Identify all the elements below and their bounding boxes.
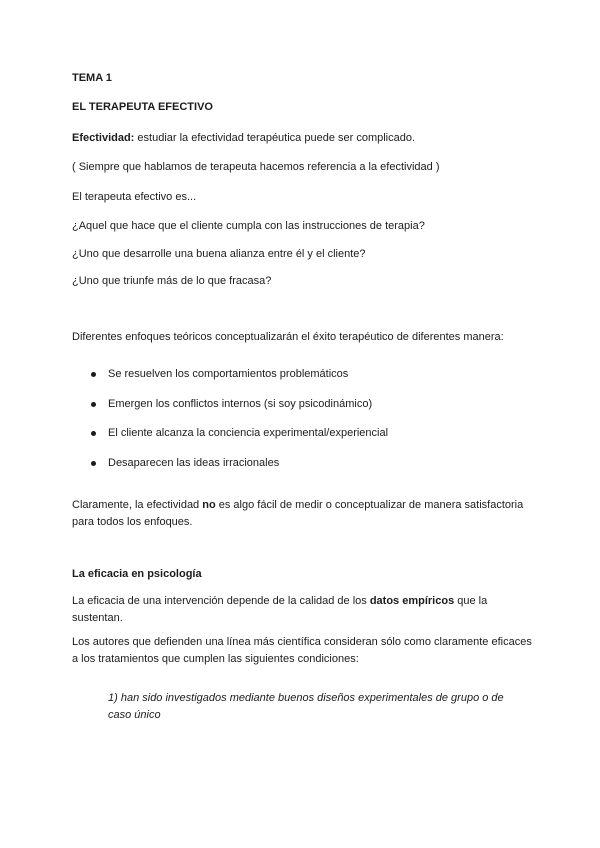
list-item: Desaparecen las ideas irracionales <box>72 455 532 485</box>
list-item: Emergen los conflictos internos (si soy psicodinámico) <box>72 396 532 426</box>
clearly-paragraph: Claramente, la efectividad no es algo fácil de medir o conceptualizar de manera satisfactoria para todos los enfoques. <box>72 499 524 528</box>
emphasis-empirical-data: datos empíricos <box>369 595 455 607</box>
question-3: ¿Uno que triunfe más de lo que fracasa? <box>72 275 272 287</box>
emphasis-no: no <box>202 499 216 511</box>
list-item: El cliente alcanza la conciencia experimental/experiencial <box>72 425 532 455</box>
question-2: ¿Uno que desarrolle una buena alianza entre él y el cliente? <box>72 248 366 260</box>
intro-line: El terapeuta efectivo es... <box>72 191 197 203</box>
effectiveness-paragraph <box>72 130 532 147</box>
list-item: Se resuelven los comportamientos problemáticos <box>72 366 532 396</box>
approaches-paragraph: Diferentes enfoques teóricos conceptualizarán el éxito terapéutico de diferentes manera: <box>72 331 504 343</box>
bullet-icon <box>91 402 96 407</box>
condition-1: 1) han sido investigados mediante buenos diseños experimentales de grupo o de caso único <box>108 692 504 721</box>
bullet-icon <box>91 431 96 436</box>
efficacy-paragraph: La eficacia de una intervención depende de la calidad de los datos empíricos que la sustentan. <box>72 595 488 624</box>
outcomes-list <box>72 366 532 485</box>
topic-heading: TEMA 1 <box>72 72 112 84</box>
document-title: EL TERAPEUTA EFECTIVO <box>72 101 213 113</box>
effectiveness-label: Efectividad: <box>72 132 135 144</box>
effectiveness-text: estudiar la efectividad terapéutica puede ser complicado. <box>134 132 416 144</box>
bullet-icon <box>91 372 96 377</box>
effectiveness-note: ( Siempre que hablamos de terapeuta hacemos referencia a la efectividad ) <box>72 161 440 173</box>
question-1: ¿Aquel que hace que el cliente cumpla con las instrucciones de terapia? <box>72 220 425 232</box>
section-title: La eficacia en psicología <box>72 568 202 580</box>
authors-paragraph: Los autores que defienden una línea más científica consideran sólo como claramente eficaces a los tratamientos que cumplen las siguientes condiciones: <box>72 636 532 665</box>
bullet-icon <box>91 461 96 466</box>
